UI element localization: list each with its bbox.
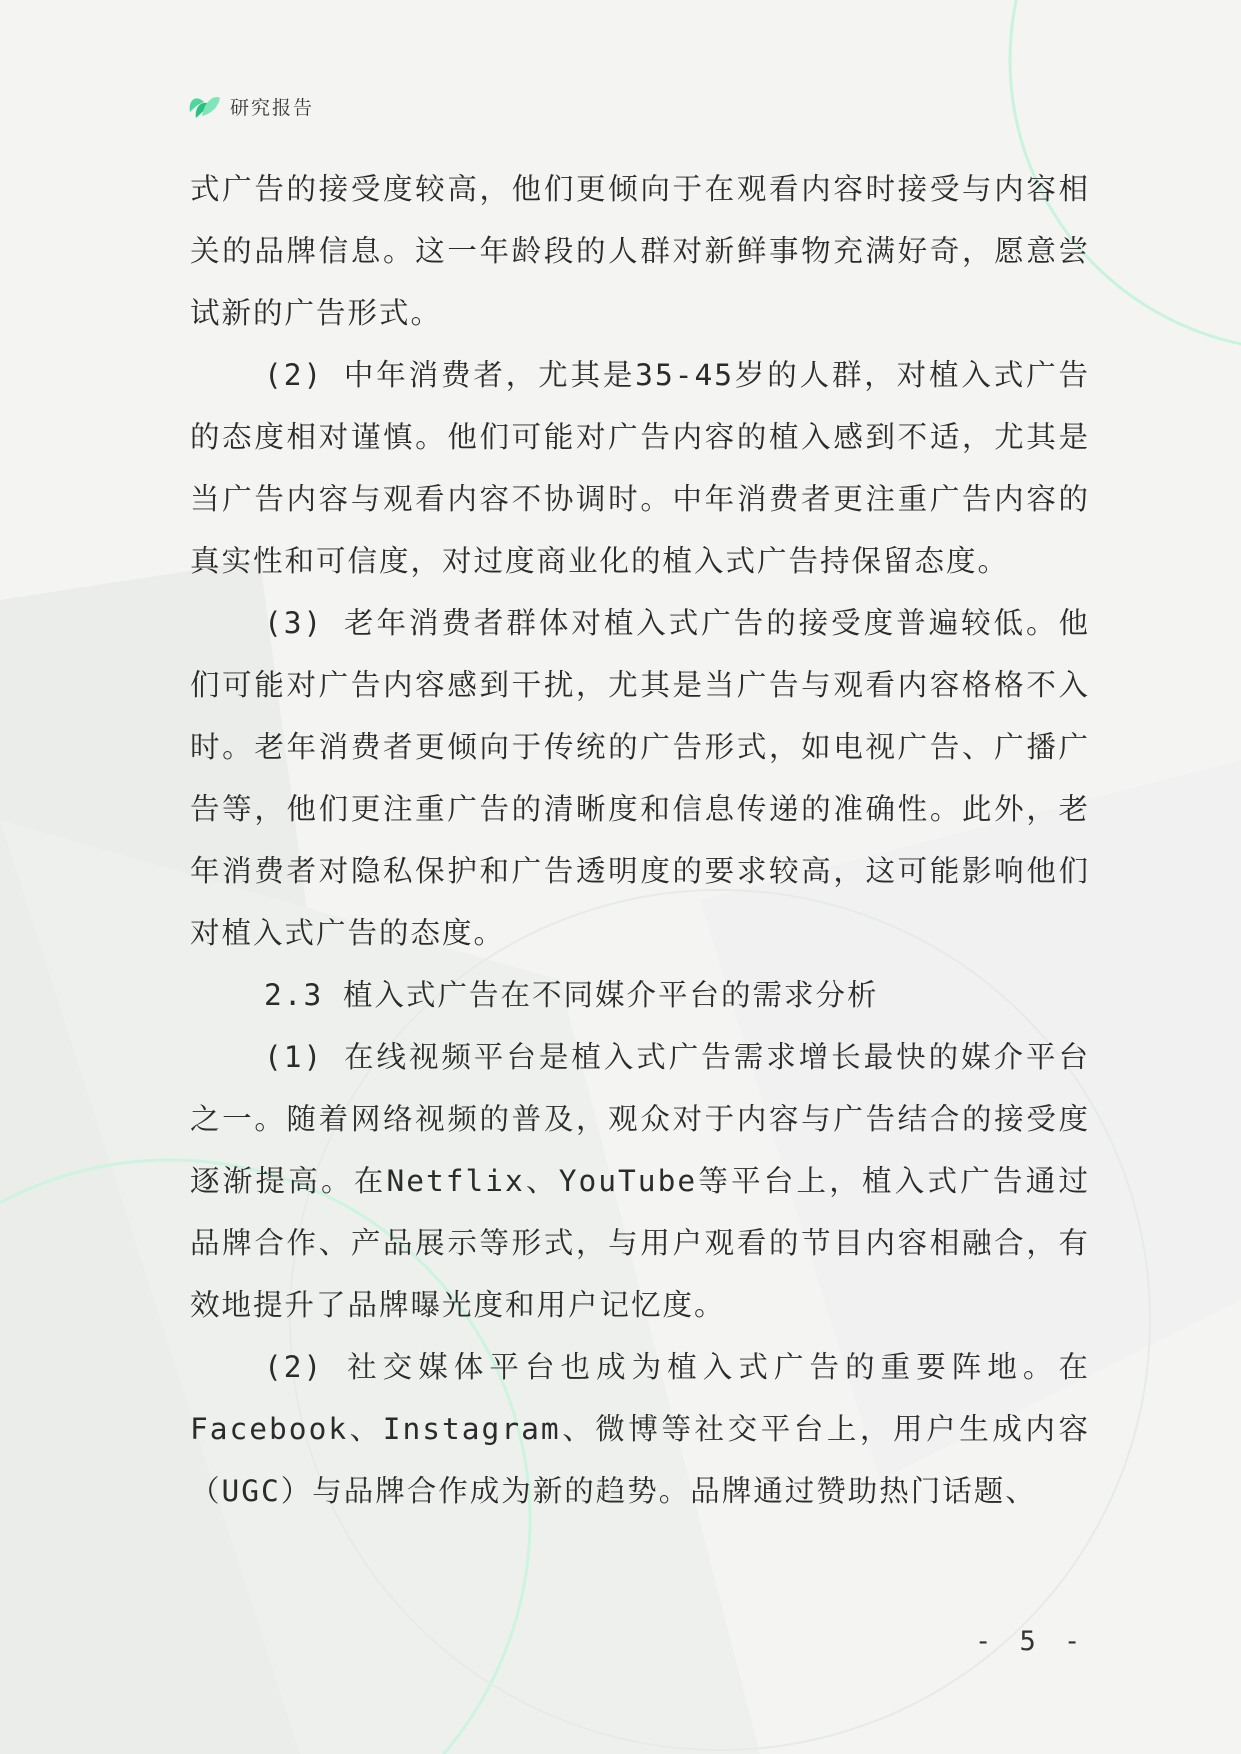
section-heading: 2.3 植入式广告在不同媒介平台的需求分析 <box>264 978 879 1012</box>
page-number: - 5 - <box>975 1626 1087 1657</box>
paragraph-5: (2) 社交媒体平台也成为植入式广告的重要阵地。在Facebook、Instagram、微博等社交平台上，用户生成内容（UGC）与品牌合作成为新的趋势。品牌通过赞助热门话题、 <box>190 1350 1090 1508</box>
leaf-logo-icon <box>186 88 222 124</box>
document-body <box>190 158 1090 1522</box>
paragraph-3: (3) 老年消费者群体对植入式广告的接受度普遍较低。他们可能对广告内容感到干扰，尤其是当广告与观看内容格格不入时。老年消费者更倾向于传统的广告形式，如电视广告、广播广告等，他们更注重广告的清晰度和信息传递的准确性。此外，老年消费者对隐私保护和广告透明度的要求较高，这可能影响他们对植入式广告的态度。 <box>190 606 1090 950</box>
paragraph-1: 式广告的接受度较高，他们更倾向于在观看内容时接受与内容相关的品牌信息。这一年龄段的人群对新鲜事物充满好奇，愿意尝试新的广告形式。 <box>190 172 1090 330</box>
report-header <box>186 88 314 124</box>
report-title: 研究报告 <box>230 96 315 119</box>
paragraph-4: (1) 在线视频平台是植入式广告需求增长最快的媒介平台之一。随着网络视频的普及，观众对于内容与广告结合的接受度逐渐提高。在Netflix、YouTube等平台上，植入式广告通过品牌合作、产品展示等形式，与用户观看的节目内容相融合，有效地提升了品牌曝光度和用户记忆度。 <box>190 1040 1090 1322</box>
paragraph-2: (2) 中年消费者，尤其是35-45岁的人群，对植入式广告的态度相对谨慎。他们可能对广告内容的植入感到不适，尤其是当广告内容与观看内容不协调时。中年消费者更注重广告内容的真实性和可信度，对过度商业化的植入式广告持保留态度。 <box>190 358 1090 578</box>
